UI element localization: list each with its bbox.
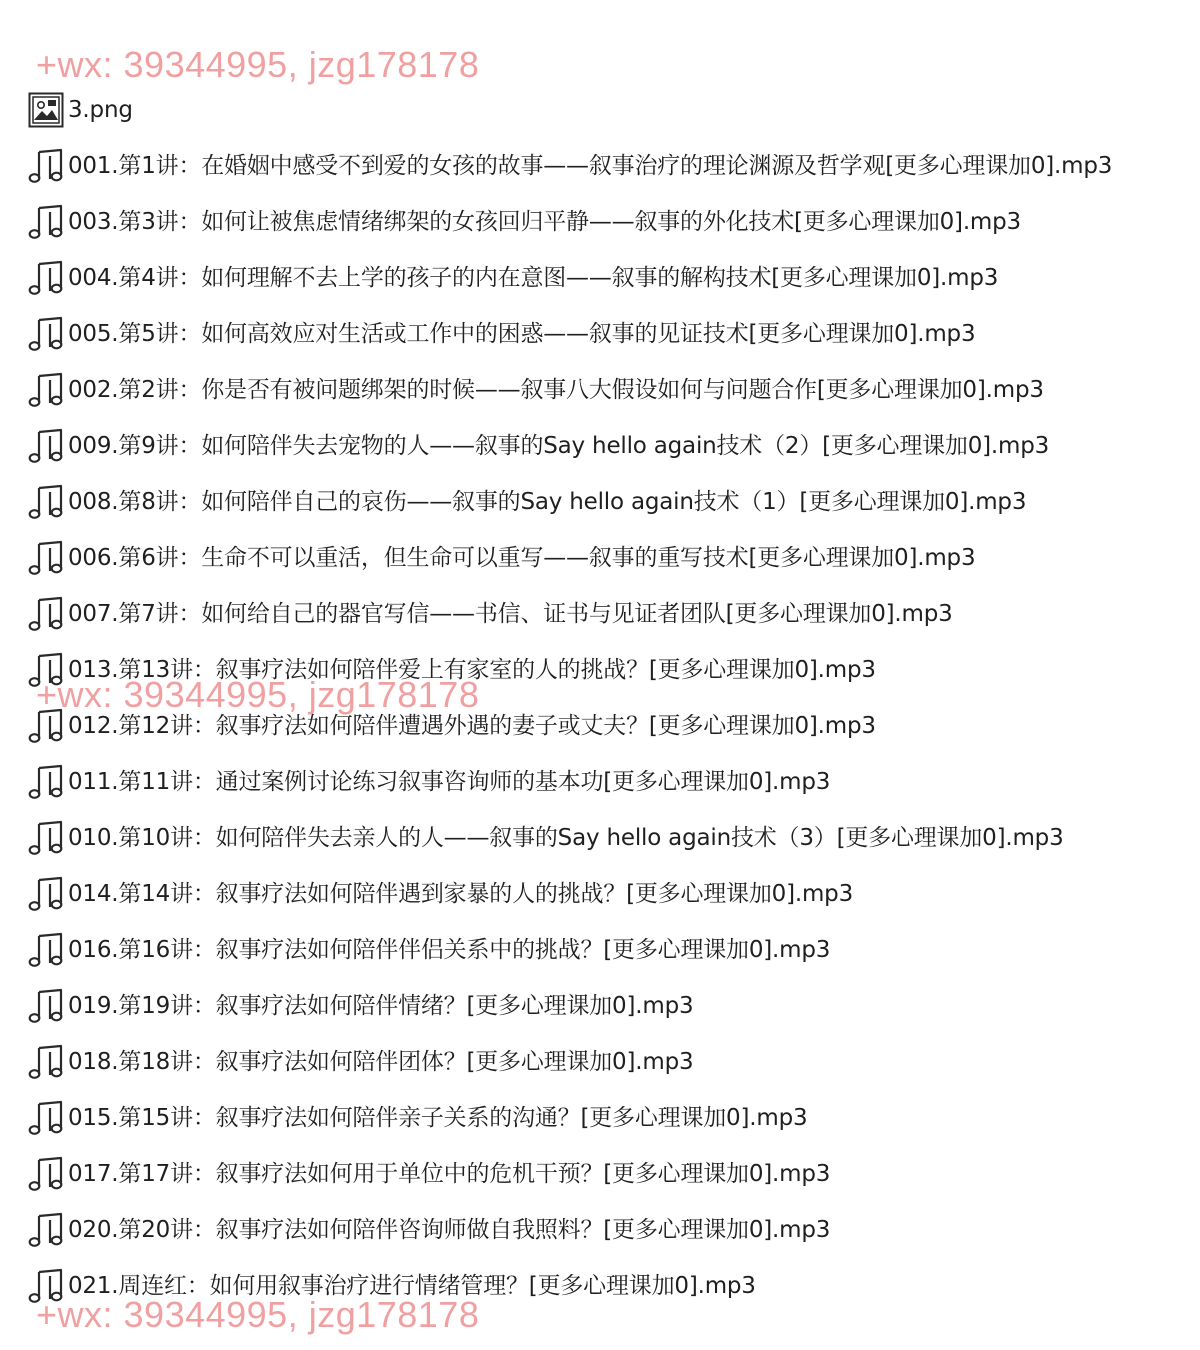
file-name: 016.第16讲：叙事疗法如何陪伴伴侣关系中的挑战？[更多心理课加0].mp3 xyxy=(68,937,831,963)
file-list xyxy=(28,90,1188,1322)
watermark-text: +wx: 39344995, jzg178178 xyxy=(36,674,480,715)
file-name: 014.第14讲：叙事疗法如何陪伴遇到家暴的人的挑战？[更多心理课加0].mp3 xyxy=(68,881,854,907)
file-name: 012.第12讲：叙事疗法如何陪伴遭遇外遇的妻子或丈夫？[更多心理课加0].mp3 xyxy=(68,713,876,739)
music-file-icon xyxy=(28,1212,64,1248)
file-row[interactable] xyxy=(28,930,1188,970)
music-file-icon xyxy=(28,372,64,408)
file-name: 007.第7讲：如何给自己的器官写信——书信、证书与见证者团队[更多心理课加0].mp3 xyxy=(68,601,953,627)
file-name: 002.第2讲：你是否有被问题绑架的时候——叙事八大假设如何与问题合作[更多心理课加0].mp3 xyxy=(68,377,1044,403)
file-row[interactable] xyxy=(28,594,1188,634)
music-file-icon xyxy=(28,876,64,912)
music-file-icon xyxy=(28,596,64,632)
file-name: 006.第6讲：生命不可以重活，但生命可以重写——叙事的重写技术[更多心理课加0].mp3 xyxy=(68,545,976,571)
file-name: 010.第10讲：如何陪伴失去亲人的人——叙事的Say hello again技术（3）[更多心理课加0].mp3 xyxy=(68,825,1064,851)
music-file-icon xyxy=(28,1044,64,1080)
file-name: 021.周连红：如何用叙事治疗进行情绪管理？[更多心理课加0].mp3 xyxy=(68,1273,756,1299)
file-row[interactable] xyxy=(28,1210,1188,1250)
file-row[interactable] xyxy=(28,650,1188,690)
music-file-icon xyxy=(28,148,64,184)
file-name: 020.第20讲：叙事疗法如何陪伴咨询师做自我照料？[更多心理课加0].mp3 xyxy=(68,1217,831,1243)
file-name: 003.第3讲：如何让被焦虑情绪绑架的女孩回归平静——叙事的外化技术[更多心理课加0].mp3 xyxy=(68,209,1021,235)
file-name: 009.第9讲：如何陪伴失去宠物的人——叙事的Say hello again技术（2）[更多心理课加0].mp3 xyxy=(68,433,1050,459)
music-file-icon xyxy=(28,820,64,856)
file-name: 018.第18讲：叙事疗法如何陪伴团体？[更多心理课加0].mp3 xyxy=(68,1049,694,1075)
file-name: 013.第13讲：叙事疗法如何陪伴爱上有家室的人的挑战？[更多心理课加0].mp3 xyxy=(68,657,876,683)
file-row[interactable] xyxy=(28,818,1188,858)
file-row[interactable] xyxy=(28,146,1188,186)
file-row[interactable] xyxy=(28,1042,1188,1082)
music-file-icon xyxy=(28,260,64,296)
music-file-icon xyxy=(28,428,64,464)
file-name: 011.第11讲：通过案例讨论练习叙事咨询师的基本功[更多心理课加0].mp3 xyxy=(68,769,831,795)
file-name: 015.第15讲：叙事疗法如何陪伴亲子关系的沟通？[更多心理课加0].mp3 xyxy=(68,1105,808,1131)
file-name: 017.第17讲：叙事疗法如何用于单位中的危机干预？[更多心理课加0].mp3 xyxy=(68,1161,831,1187)
file-row[interactable] xyxy=(28,90,1188,130)
file-name: 3.png xyxy=(68,97,133,123)
file-name: 008.第8讲：如何陪伴自己的哀伤——叙事的Say hello again技术（1）[更多心理课加0].mp3 xyxy=(68,489,1027,515)
file-row[interactable] xyxy=(28,1154,1188,1194)
file-row[interactable] xyxy=(28,258,1188,298)
file-row[interactable] xyxy=(28,986,1188,1026)
file-name: 004.第4讲：如何理解不去上学的孩子的内在意图——叙事的解构技术[更多心理课加0].mp3 xyxy=(68,265,999,291)
file-row[interactable] xyxy=(28,482,1188,522)
music-file-icon xyxy=(28,1100,64,1136)
file-row[interactable] xyxy=(28,1266,1188,1306)
file-row[interactable] xyxy=(28,314,1188,354)
file-row[interactable] xyxy=(28,874,1188,914)
music-file-icon xyxy=(28,652,64,688)
music-file-icon xyxy=(28,988,64,1024)
music-file-icon xyxy=(28,764,64,800)
music-file-icon xyxy=(28,204,64,240)
file-name: 005.第5讲：如何高效应对生活或工作中的困惑——叙事的见证技术[更多心理课加0].mp3 xyxy=(68,321,976,347)
music-file-icon xyxy=(28,484,64,520)
file-row[interactable] xyxy=(28,370,1188,410)
file-row[interactable] xyxy=(28,426,1188,466)
file-row[interactable] xyxy=(28,538,1188,578)
music-file-icon xyxy=(28,932,64,968)
music-file-icon xyxy=(28,316,64,352)
file-row[interactable] xyxy=(28,706,1188,746)
music-file-icon xyxy=(28,708,64,744)
file-row[interactable] xyxy=(28,1098,1188,1138)
music-file-icon xyxy=(28,1268,64,1304)
file-name: 001.第1讲：在婚姻中感受不到爱的女孩的故事——叙事治疗的理论渊源及哲学观[更多心理课加0].mp3 xyxy=(68,153,1113,179)
watermark-text: +wx: 39344995, jzg178178 xyxy=(36,44,480,85)
image-file-icon xyxy=(28,92,64,128)
music-file-icon xyxy=(28,540,64,576)
music-file-icon xyxy=(28,1156,64,1192)
file-row[interactable] xyxy=(28,202,1188,242)
file-row[interactable] xyxy=(28,762,1188,802)
watermark-text: +wx: 39344995, jzg178178 xyxy=(36,1294,480,1335)
file-name: 019.第19讲：叙事疗法如何陪伴情绪？[更多心理课加0].mp3 xyxy=(68,993,694,1019)
